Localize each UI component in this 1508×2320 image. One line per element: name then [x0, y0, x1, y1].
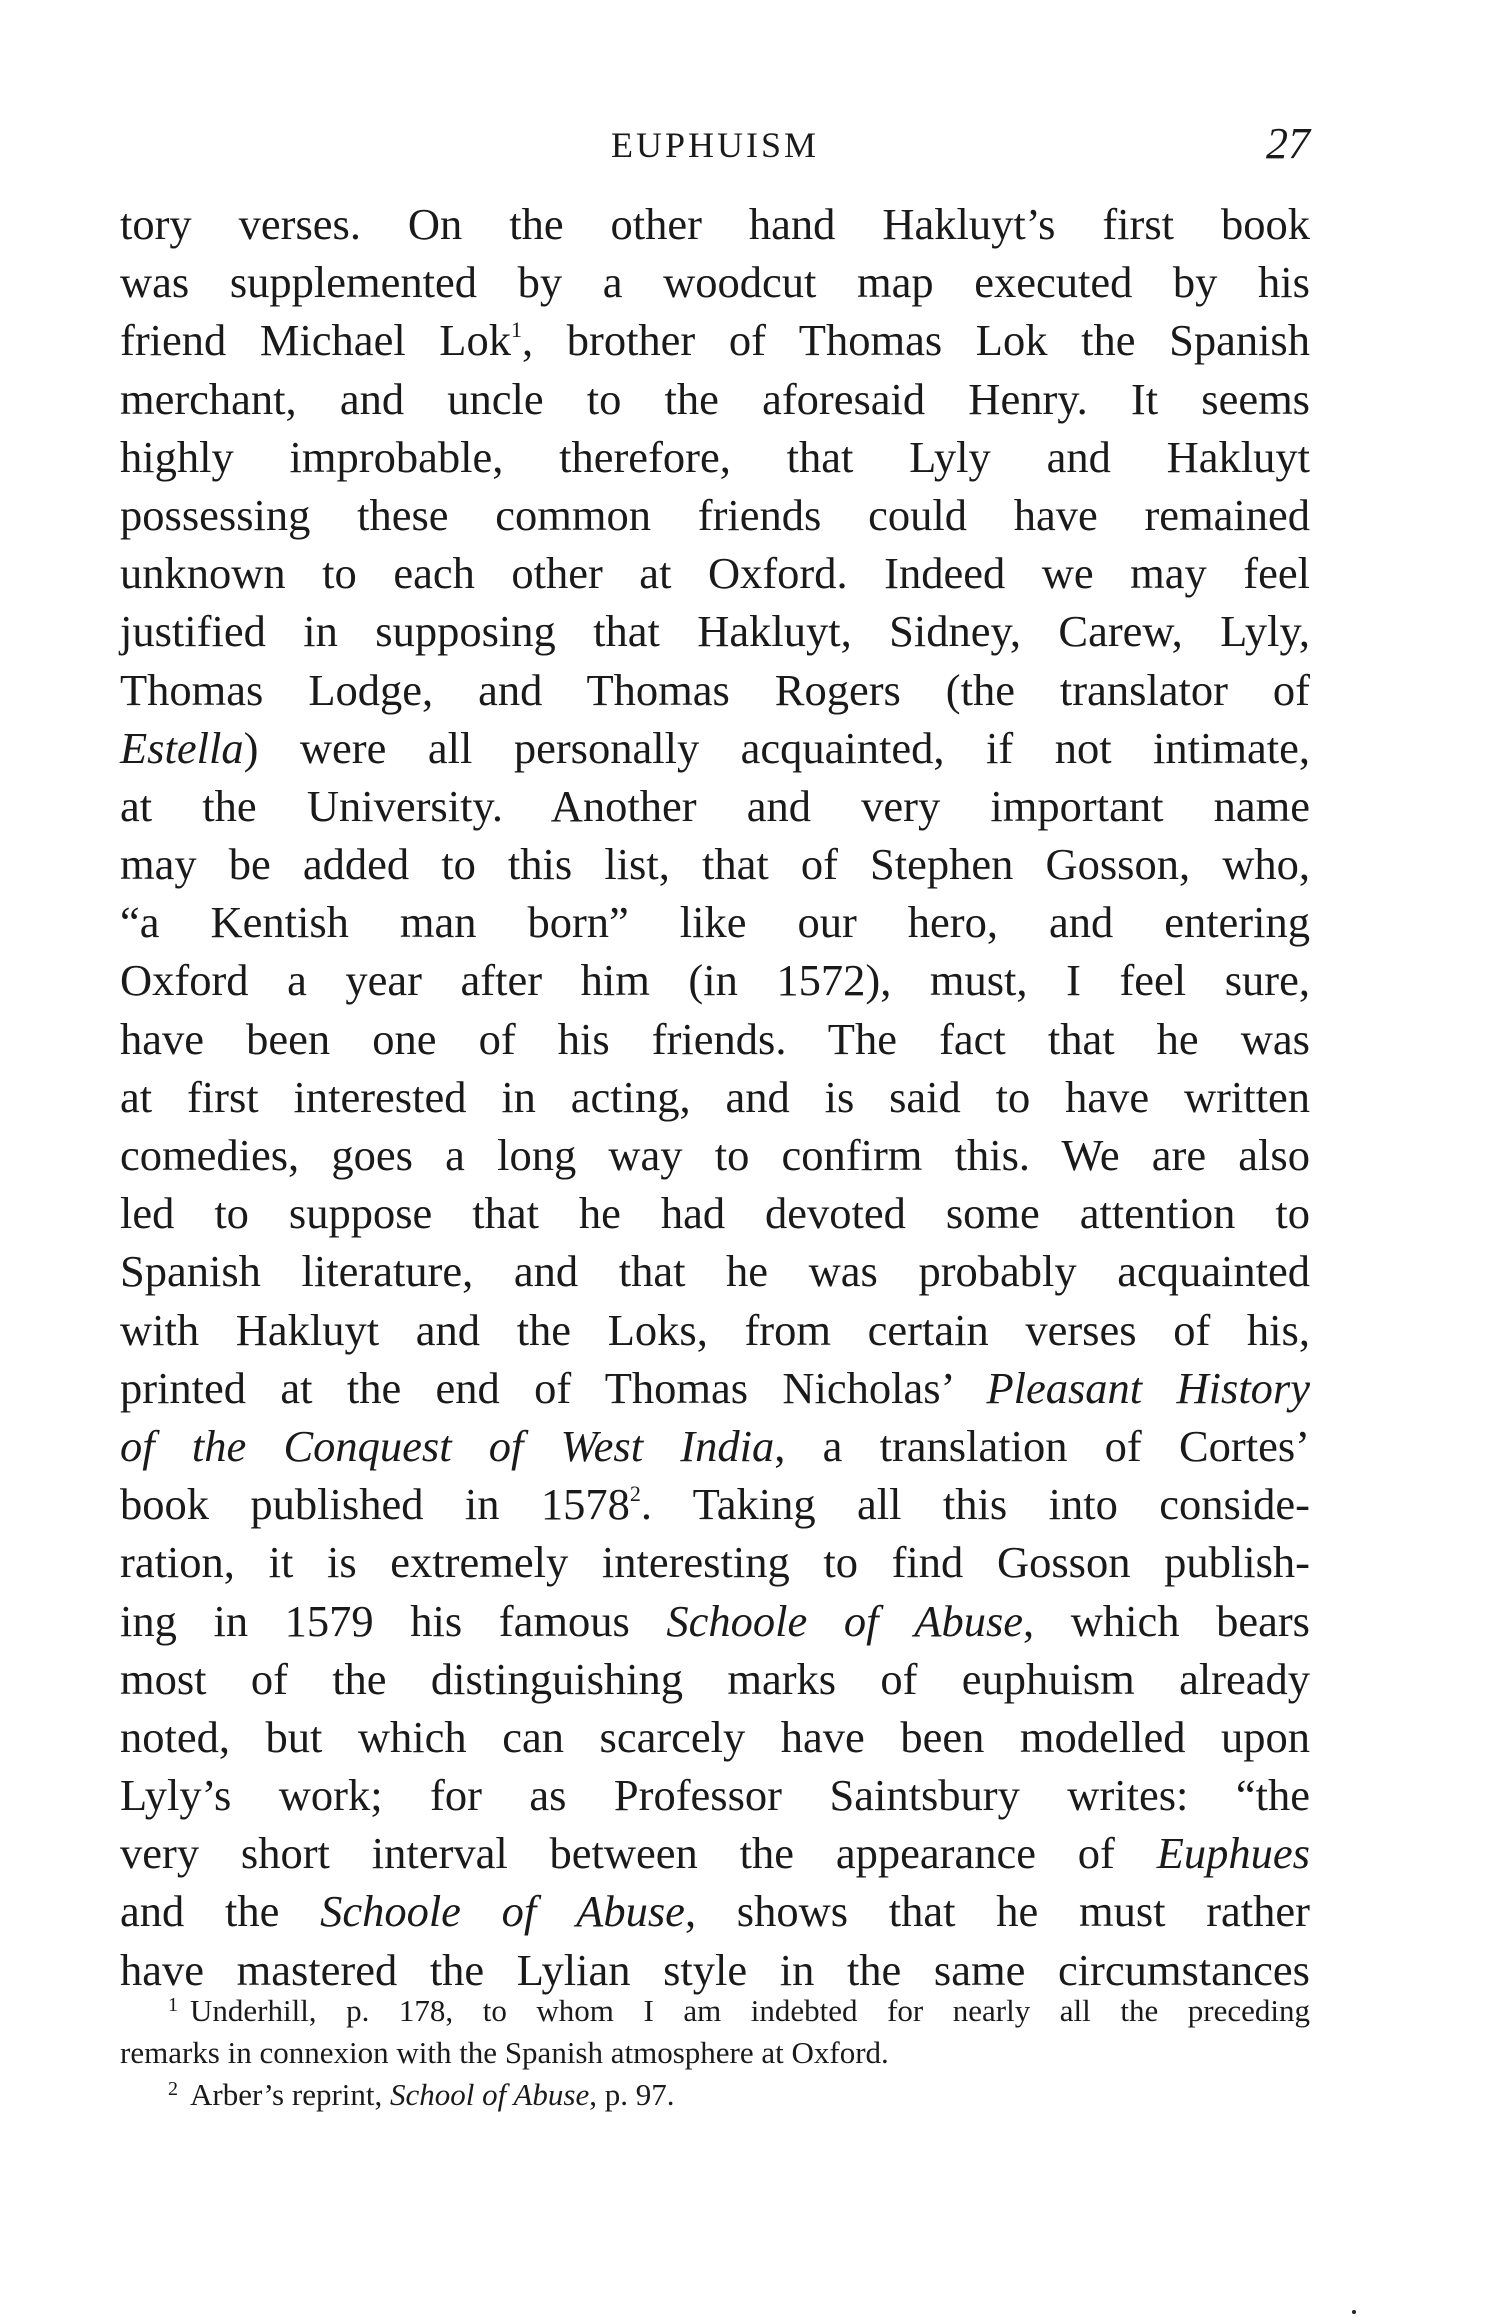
body-text — [120, 195, 1310, 1999]
text-line: book published in 1578$^2$. Taking all this into conside- — [120, 1479, 1310, 1530]
running-head — [120, 118, 1310, 178]
text-line: of the Conquest of West India, a translation of Cortes’ — [120, 1420, 1310, 1471]
footnote-number: 2 — [168, 2078, 178, 2100]
text-line: at the University. Another and very important name — [120, 780, 1310, 831]
text-line: Thomas Lodge, and Thomas Rogers (the translator of — [120, 664, 1310, 715]
footnote-1: $^1$ Underhill, p. 178, to whom I am indebted for nearly all the preceding — [168, 1993, 1310, 2028]
footnotes — [120, 1990, 1310, 2116]
text-line: printed at the end of Thomas Nicholas’ Pleasant History — [120, 1362, 1310, 1413]
text-line: comedies, goes a long way to confirm this. We are also — [120, 1130, 1310, 1180]
footnote-marker: 1 — [511, 317, 522, 343]
text-line: may be added to this list, that of Stephen Gosson, who, — [120, 839, 1310, 890]
italic-title: Pleasant History — [986, 1362, 1310, 1413]
text-line: very short interval between the appearance of Euphues — [120, 1828, 1310, 1879]
text-line: unknown to each other at Oxford. Indeed we may feel — [120, 548, 1310, 599]
page-number: 27 — [1266, 119, 1310, 168]
text-line: “a Kentish man born” like our hero, and entering — [120, 897, 1310, 948]
text-line: tory verses. On the other hand Hakluyt’s first book — [120, 199, 1310, 249]
text-line: Lyly’s work; for as Professor Saintsbury writes: “the — [120, 1770, 1310, 1821]
italic-title: of the Conquest of West India — [120, 1420, 775, 1471]
footnote-2: $^2$ Arber’s reprint, School of Abuse, p. 97. — [168, 2077, 675, 2112]
text-line: Spanish literature, and that he was probably acquainted — [120, 1246, 1310, 1297]
footnote-1-continuation: remarks in connexion with the Spanish atmosphere at Oxford. — [120, 2035, 889, 2070]
italic-title: Euphues — [1156, 1828, 1310, 1879]
text-line: merchant, and uncle to the aforesaid Henry. It seems — [120, 373, 1310, 424]
text-line: Estella) were all personally acquainted, if not intimate, — [120, 722, 1310, 773]
text-line: highly improbable, therefore, that Lyly and Hakluyt — [120, 431, 1310, 482]
italic-title: Estella — [120, 722, 244, 773]
print-speck — [1352, 2310, 1356, 2314]
text-line: possessing these common friends could have remained — [120, 489, 1310, 540]
text-line: with Hakluyt and the Loks, from certain verses of his, — [120, 1304, 1310, 1355]
text-line: Oxford a year after him (in 1572), must, I feel sure, — [120, 955, 1310, 1006]
text-line: noted, but which can scarcely have been modelled upon — [120, 1711, 1310, 1762]
text-line: justified in supposing that Hakluyt, Sidney, Carew, Lyly, — [120, 606, 1310, 657]
italic-title: School of Abuse — [390, 2077, 590, 2112]
text-line: most of the distinguishing marks of euphuism already — [120, 1653, 1310, 1704]
text-line: was supplemented by a woodcut map executed by his — [120, 257, 1310, 308]
text-line: have mastered the Lylian style in the same circumstances — [120, 1944, 1310, 1995]
text-line: have been one of his friends. The fact that he was — [120, 1013, 1310, 1064]
text-line: ing in 1579 his famous Schoole of Abuse, which bears — [120, 1595, 1310, 1646]
italic-title: Schoole of Abuse — [666, 1595, 1024, 1646]
text-line: and the Schoole of Abuse, shows that he must rather — [120, 1886, 1310, 1937]
footnote-marker: 2 — [629, 1481, 641, 1507]
text-line: friend Michael Lok$^1$, brother of Thomas Lok the Spanish — [120, 315, 1310, 366]
text-line: led to suppose that he had devoted some attention to — [120, 1188, 1310, 1239]
running-title: EUPHUISM — [610, 125, 820, 165]
text-line: at first interested in acting, and is said to have written — [120, 1071, 1310, 1122]
footnote-number: 1 — [168, 1994, 178, 2016]
italic-title: Schoole of Abuse — [320, 1886, 685, 1937]
text-line: ration, it is extremely interesting to find Gosson publish- — [120, 1537, 1310, 1588]
